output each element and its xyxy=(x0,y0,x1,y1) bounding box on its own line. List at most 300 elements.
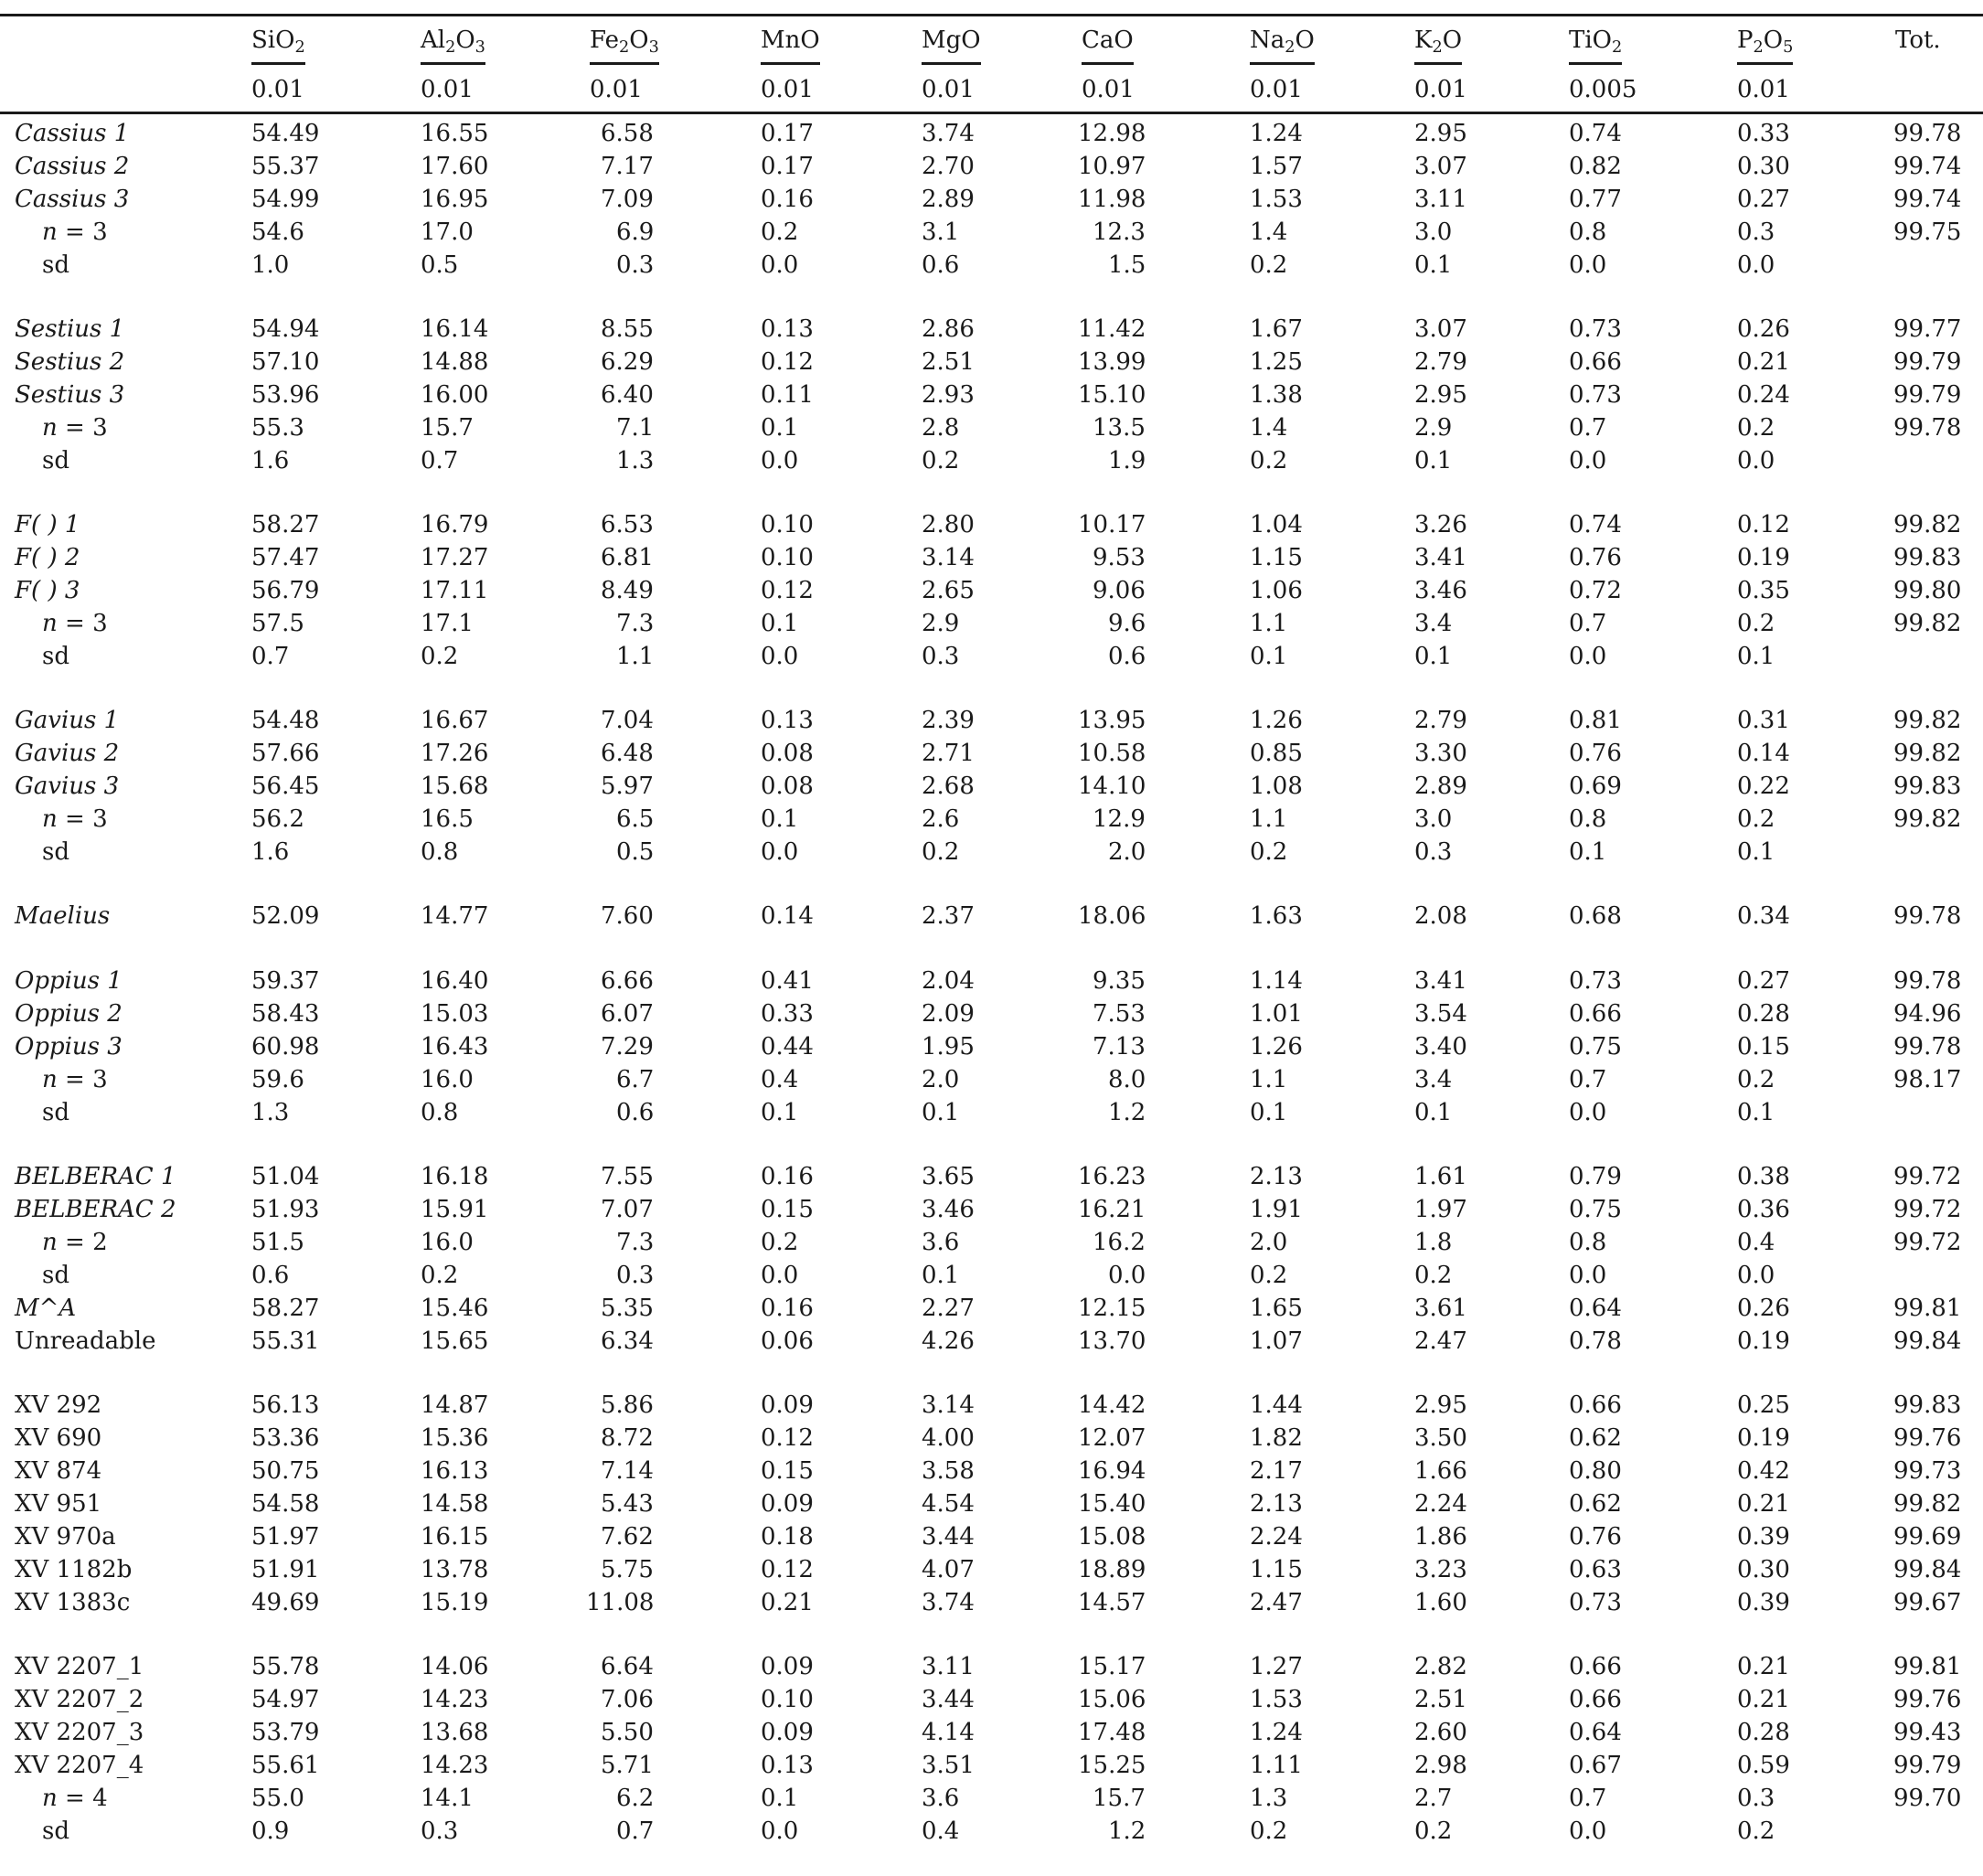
value-cell: 99.79 xyxy=(1893,348,1962,376)
value-cell: 6.58 xyxy=(601,120,654,147)
value-cell: 2.37 xyxy=(922,902,975,930)
header-formula-main: Al xyxy=(421,27,446,54)
value-cell: 4.00 xyxy=(922,1424,975,1452)
value-cell: 54.97 xyxy=(251,1686,320,1713)
equals-sign: = xyxy=(57,1785,93,1812)
value-cell: 0.21 xyxy=(761,1589,814,1616)
header-underline xyxy=(922,62,981,65)
value-cell: 14.87 xyxy=(421,1391,489,1419)
detection-limit: 0.01 xyxy=(1082,76,1135,103)
equals-sign: = xyxy=(57,805,93,833)
value-cell: 54.49 xyxy=(251,120,320,147)
value-cell: 3.30 xyxy=(1414,740,1467,767)
value-cell: 51.91 xyxy=(251,1556,320,1583)
value-cell: 15.03 xyxy=(421,1000,489,1028)
value-cell: 1.2 xyxy=(1108,1817,1146,1845)
value-cell: 5.71 xyxy=(601,1752,654,1779)
n-symbol: n xyxy=(42,414,58,442)
header-subscript: 2 xyxy=(1285,37,1295,57)
sample-count: 3 xyxy=(92,610,108,637)
value-cell: 99.76 xyxy=(1893,1686,1962,1713)
value-cell: 0.12 xyxy=(761,1556,814,1583)
header-subscript: 3 xyxy=(648,37,659,57)
value-cell: 1.82 xyxy=(1250,1424,1303,1452)
value-cell: 5.50 xyxy=(601,1719,654,1746)
value-cell: 0.0 xyxy=(1108,1262,1146,1289)
row-label-text: Unreadable xyxy=(15,1327,156,1355)
value-cell: 0.8 xyxy=(421,838,459,866)
value-cell: 57.66 xyxy=(251,740,320,767)
value-cell: 0.3 xyxy=(616,1262,655,1289)
value-cell: 13.5 xyxy=(1093,414,1146,442)
value-cell: 51.97 xyxy=(251,1523,320,1551)
value-cell: 0.81 xyxy=(1569,707,1622,734)
value-cell: 0.0 xyxy=(761,643,799,670)
value-cell: 3.41 xyxy=(1414,967,1467,995)
value-cell: 5.43 xyxy=(601,1490,654,1518)
value-cell: 0.1 xyxy=(761,805,799,833)
value-cell: 0.16 xyxy=(761,1163,814,1190)
detection-limit-row xyxy=(0,68,1983,112)
value-cell: 0.42 xyxy=(1737,1457,1790,1485)
value-cell: 99.72 xyxy=(1893,1229,1962,1256)
value-cell: 1.4 xyxy=(1250,219,1288,246)
value-cell: 0.0 xyxy=(761,251,799,279)
table-row xyxy=(0,1586,1983,1619)
value-cell: 2.89 xyxy=(922,186,975,213)
value-cell: 0.68 xyxy=(1569,902,1622,930)
row-label-text: Gavius 1 xyxy=(15,707,120,734)
row-label xyxy=(15,1226,108,1259)
detection-limit: 0.01 xyxy=(1737,76,1790,103)
value-cell: 6.48 xyxy=(601,740,654,767)
table-row xyxy=(0,1815,1983,1848)
value-cell: 99.43 xyxy=(1893,1719,1962,1746)
row-label xyxy=(15,508,80,541)
value-cell: 0.5 xyxy=(616,838,655,866)
row-label-text: Cassius 1 xyxy=(15,120,130,147)
header-row xyxy=(0,18,1983,62)
row-label xyxy=(15,770,119,803)
value-cell: 0.1 xyxy=(1250,643,1288,670)
table-row xyxy=(0,216,1983,249)
row-label-text: Sestius 2 xyxy=(15,348,125,376)
value-cell: 2.13 xyxy=(1250,1163,1303,1190)
value-cell: 14.88 xyxy=(421,348,489,376)
value-cell: 2.51 xyxy=(1414,1686,1467,1713)
value-cell: 0.16 xyxy=(761,1295,814,1322)
header-underline xyxy=(761,62,820,65)
value-cell: 4.07 xyxy=(922,1556,975,1583)
row-label xyxy=(15,1096,69,1129)
table-row xyxy=(0,1325,1983,1358)
value-cell: 0.1 xyxy=(761,610,799,637)
sample-count: 4 xyxy=(92,1785,108,1812)
value-cell: 99.73 xyxy=(1893,1457,1962,1485)
value-cell: 15.7 xyxy=(421,414,474,442)
value-cell: 2.9 xyxy=(922,610,960,637)
row-label-text: XV 1383c xyxy=(15,1589,131,1616)
value-cell: 99.78 xyxy=(1893,902,1962,930)
value-cell: 99.84 xyxy=(1893,1556,1962,1583)
value-cell: 0.66 xyxy=(1569,348,1622,376)
value-cell: 53.79 xyxy=(251,1719,320,1746)
value-cell: 1.14 xyxy=(1250,967,1303,995)
value-cell: 56.2 xyxy=(251,805,304,833)
value-cell: 0.8 xyxy=(1569,805,1607,833)
value-cell: 2.7 xyxy=(1414,1785,1453,1812)
value-cell: 16.0 xyxy=(421,1229,474,1256)
value-cell: 7.3 xyxy=(616,610,655,637)
row-label xyxy=(15,900,110,933)
value-cell: 0.34 xyxy=(1737,902,1790,930)
value-cell: 6.66 xyxy=(601,967,654,995)
value-cell: 1.95 xyxy=(922,1033,975,1061)
value-cell: 0.12 xyxy=(1737,511,1790,538)
value-cell: 0.1 xyxy=(1414,643,1453,670)
value-cell: 3.0 xyxy=(1414,219,1453,246)
value-cell: 1.15 xyxy=(1250,1556,1303,1583)
value-cell: 7.09 xyxy=(601,186,654,213)
value-cell: 1.01 xyxy=(1250,1000,1303,1028)
value-cell: 1.26 xyxy=(1250,707,1303,734)
value-cell: 0.0 xyxy=(1569,643,1607,670)
value-cell: 0.8 xyxy=(1569,1229,1607,1256)
value-cell: 15.17 xyxy=(1078,1653,1146,1680)
row-label xyxy=(15,541,80,574)
table-row xyxy=(0,803,1983,836)
value-cell: 0.17 xyxy=(761,120,814,147)
value-cell: 99.74 xyxy=(1893,186,1962,213)
value-cell: 0.33 xyxy=(761,1000,814,1028)
value-cell: 2.70 xyxy=(922,153,975,180)
value-cell: 14.77 xyxy=(421,902,489,930)
value-cell: 1.1 xyxy=(1250,805,1288,833)
value-cell: 1.57 xyxy=(1250,153,1303,180)
table-row xyxy=(0,1749,1983,1782)
detection-limit: 0.01 xyxy=(761,76,814,103)
equals-sign: = xyxy=(57,1229,93,1256)
column-header xyxy=(922,18,981,62)
value-cell: 0.18 xyxy=(761,1523,814,1551)
value-cell: 1.5 xyxy=(1108,251,1146,279)
row-label-text: BELBERAC 2 xyxy=(15,1196,176,1223)
value-cell: 49.69 xyxy=(251,1589,320,1616)
value-cell: 0.15 xyxy=(1737,1033,1790,1061)
value-cell: 0.7 xyxy=(1569,610,1607,637)
value-cell: 7.06 xyxy=(601,1686,654,1713)
row-label-text: Cassius 3 xyxy=(15,186,130,213)
value-cell: 59.6 xyxy=(251,1066,304,1093)
value-cell: 5.75 xyxy=(601,1556,654,1583)
value-cell: 0.1 xyxy=(1737,643,1775,670)
value-cell: 0.0 xyxy=(761,1817,799,1845)
value-cell: 14.23 xyxy=(421,1752,489,1779)
value-cell: 99.78 xyxy=(1893,967,1962,995)
row-label xyxy=(15,1815,69,1848)
value-cell: 0.64 xyxy=(1569,1719,1622,1746)
value-cell: 11.08 xyxy=(586,1589,655,1616)
row-label-text: XV 2207_2 xyxy=(15,1686,144,1713)
value-cell: 0.3 xyxy=(421,1817,459,1845)
value-cell: 0.79 xyxy=(1569,1163,1622,1190)
value-cell: 0.10 xyxy=(761,511,814,538)
n-symbol: n xyxy=(42,1229,58,1256)
value-cell: 4.26 xyxy=(922,1327,975,1355)
value-cell: 3.74 xyxy=(922,120,975,147)
column-header xyxy=(251,18,305,62)
value-cell: 1.65 xyxy=(1250,1295,1303,1322)
value-cell: 1.91 xyxy=(1250,1196,1303,1223)
value-cell: 0.11 xyxy=(761,381,814,409)
value-cell: 0.14 xyxy=(1737,740,1790,767)
equals-sign: = xyxy=(57,219,93,246)
value-cell: 6.29 xyxy=(601,348,654,376)
value-cell: 2.89 xyxy=(1414,773,1467,800)
value-cell: 0.0 xyxy=(761,1262,799,1289)
table-row xyxy=(0,1422,1983,1455)
value-cell: 1.06 xyxy=(1250,577,1303,604)
value-cell: 9.06 xyxy=(1093,577,1146,604)
value-cell: 4.54 xyxy=(922,1490,975,1518)
table-row xyxy=(0,541,1983,574)
value-cell: 1.53 xyxy=(1250,1686,1303,1713)
value-cell: 18.06 xyxy=(1078,902,1146,930)
detection-limit: 0.01 xyxy=(421,76,474,103)
row-label xyxy=(15,346,124,378)
value-cell: 2.24 xyxy=(1250,1523,1303,1551)
table-row xyxy=(0,1487,1983,1520)
value-cell: 99.82 xyxy=(1893,511,1962,538)
value-cell: 6.2 xyxy=(616,1785,655,1812)
value-cell: 1.11 xyxy=(1250,1752,1303,1779)
value-cell: 99.72 xyxy=(1893,1163,1962,1190)
value-cell: 7.62 xyxy=(601,1523,654,1551)
value-cell: 7.04 xyxy=(601,707,654,734)
value-cell: 2.24 xyxy=(1414,1490,1467,1518)
value-cell: 1.2 xyxy=(1108,1099,1146,1126)
value-cell: 9.6 xyxy=(1108,610,1146,637)
value-cell: 0.13 xyxy=(761,707,814,734)
value-cell: 15.06 xyxy=(1078,1686,1146,1713)
row-label-text: XV 690 xyxy=(15,1424,102,1452)
row-label xyxy=(15,640,69,673)
value-cell: 0.0 xyxy=(1569,1817,1607,1845)
value-cell: 0.2 xyxy=(922,447,960,474)
sample-count: 3 xyxy=(92,1066,108,1093)
value-cell: 0.28 xyxy=(1737,1719,1790,1746)
value-cell: 3.61 xyxy=(1414,1295,1467,1322)
value-cell: 0.76 xyxy=(1569,544,1622,571)
row-label xyxy=(15,1782,108,1815)
value-cell: 0.4 xyxy=(922,1817,960,1845)
value-cell: 17.48 xyxy=(1078,1719,1146,1746)
value-cell: 0.2 xyxy=(1250,1817,1288,1845)
header-underline xyxy=(1082,62,1134,65)
value-cell: 0.73 xyxy=(1569,967,1622,995)
detection-limit: 0.01 xyxy=(922,76,975,103)
value-cell: 16.55 xyxy=(421,120,489,147)
table-row xyxy=(0,574,1983,607)
value-cell: 0.62 xyxy=(1569,1424,1622,1452)
value-cell: 15.40 xyxy=(1078,1490,1146,1518)
value-cell: 16.13 xyxy=(421,1457,489,1485)
value-cell: 15.7 xyxy=(1093,1785,1146,1812)
value-cell: 3.74 xyxy=(922,1589,975,1616)
value-cell: 0.6 xyxy=(1108,643,1146,670)
value-cell: 2.68 xyxy=(922,773,975,800)
value-cell: 14.58 xyxy=(421,1490,489,1518)
value-cell: 0.12 xyxy=(761,577,814,604)
value-cell: 10.58 xyxy=(1078,740,1146,767)
table-row xyxy=(0,1096,1983,1129)
n-symbol: n xyxy=(42,1066,58,1093)
value-cell: 14.57 xyxy=(1078,1589,1146,1616)
table-row xyxy=(0,1226,1983,1259)
row-label-text: sd xyxy=(42,1099,69,1126)
sample-count: 3 xyxy=(92,805,108,833)
value-cell: 3.44 xyxy=(922,1686,975,1713)
row-label-text: Sestius 1 xyxy=(15,315,125,343)
value-cell: 0.1 xyxy=(1737,1099,1775,1126)
value-cell: 55.78 xyxy=(251,1653,320,1680)
header-formula-main: Tot. xyxy=(1895,27,1941,54)
value-cell: 99.78 xyxy=(1893,120,1962,147)
table-row xyxy=(0,836,1983,869)
n-symbol: n xyxy=(42,610,58,637)
row-label xyxy=(15,249,69,282)
value-cell: 16.0 xyxy=(421,1066,474,1093)
value-cell: 0.0 xyxy=(1737,251,1775,279)
value-cell: 0.2 xyxy=(1250,1262,1288,1289)
value-cell: 17.0 xyxy=(421,219,474,246)
row-label-text: Oppius 2 xyxy=(15,1000,123,1028)
column-header xyxy=(1569,18,1622,62)
row-label-text: XV 970a xyxy=(15,1523,116,1551)
value-cell: 2.0 xyxy=(922,1066,960,1093)
value-cell: 99.74 xyxy=(1893,153,1962,180)
value-cell: 0.09 xyxy=(761,1719,814,1746)
value-cell: 99.72 xyxy=(1893,1196,1962,1223)
table-row xyxy=(0,249,1983,282)
value-cell: 1.04 xyxy=(1250,511,1303,538)
value-cell: 0.3 xyxy=(1414,838,1453,866)
value-cell: 0.10 xyxy=(761,544,814,571)
value-cell: 58.43 xyxy=(251,1000,320,1028)
column-header xyxy=(1414,18,1462,62)
value-cell: 1.3 xyxy=(251,1099,290,1126)
table-row xyxy=(0,346,1983,378)
header-formula-tail: O xyxy=(455,27,475,54)
value-cell: 16.15 xyxy=(421,1523,489,1551)
value-cell: 0.72 xyxy=(1569,577,1622,604)
table-row xyxy=(0,737,1983,770)
value-cell: 7.29 xyxy=(601,1033,654,1061)
value-cell: 2.09 xyxy=(922,1000,975,1028)
value-cell: 1.66 xyxy=(1414,1457,1467,1485)
value-cell: 16.5 xyxy=(421,805,474,833)
value-cell: 2.13 xyxy=(1250,1490,1303,1518)
detection-limit: 0.005 xyxy=(1569,76,1637,103)
table-row xyxy=(0,411,1983,444)
value-cell: 0.1 xyxy=(1414,251,1453,279)
value-cell: 7.13 xyxy=(1093,1033,1146,1061)
value-cell: 0.27 xyxy=(1737,186,1790,213)
value-cell: 0.7 xyxy=(1569,1066,1607,1093)
value-cell: 99.82 xyxy=(1893,610,1962,637)
row-label-text: Gavius 3 xyxy=(15,773,120,800)
header-underline xyxy=(1569,62,1622,65)
value-cell: 0.1 xyxy=(761,1785,799,1812)
value-cell: 0.13 xyxy=(761,1752,814,1779)
sample-count: 2 xyxy=(92,1229,108,1256)
value-cell: 16.00 xyxy=(421,381,489,409)
row-label xyxy=(15,737,119,770)
value-cell: 16.94 xyxy=(1078,1457,1146,1485)
table-row xyxy=(0,1520,1983,1553)
value-cell: 0.0 xyxy=(1737,1262,1775,1289)
row-label-text: sd xyxy=(42,1262,69,1289)
value-cell: 0.10 xyxy=(761,1686,814,1713)
value-cell: 0.30 xyxy=(1737,153,1790,180)
value-cell: 0.26 xyxy=(1737,315,1790,343)
value-cell: 16.40 xyxy=(421,967,489,995)
value-cell: 16.79 xyxy=(421,511,489,538)
column-header xyxy=(590,18,659,62)
row-label xyxy=(15,1716,144,1749)
value-cell: 3.58 xyxy=(922,1457,975,1485)
value-cell: 0.2 xyxy=(1737,414,1775,442)
row-label-text: XV 951 xyxy=(15,1490,102,1518)
value-cell: 17.1 xyxy=(421,610,474,637)
row-label-text: XV 2207_3 xyxy=(15,1719,144,1746)
value-cell: 99.79 xyxy=(1893,381,1962,409)
header-bottom-rule xyxy=(0,112,1983,114)
n-symbol: n xyxy=(42,219,58,246)
value-cell: 2.80 xyxy=(922,511,975,538)
row-label xyxy=(15,1160,176,1193)
column-header xyxy=(1082,18,1134,62)
value-cell: 13.70 xyxy=(1078,1327,1146,1355)
value-cell: 0.3 xyxy=(922,643,960,670)
value-cell: 15.65 xyxy=(421,1327,489,1355)
table-row xyxy=(0,313,1983,346)
value-cell: 0.2 xyxy=(421,643,459,670)
value-cell: 1.8 xyxy=(1414,1229,1453,1256)
value-cell: 0.7 xyxy=(251,643,290,670)
table-row xyxy=(0,183,1983,216)
value-cell: 1.38 xyxy=(1250,381,1303,409)
value-cell: 1.1 xyxy=(616,643,655,670)
value-cell: 0.13 xyxy=(761,315,814,343)
row-label-text: BELBERAC 1 xyxy=(15,1163,176,1190)
header-underline xyxy=(251,62,305,65)
value-cell: 17.60 xyxy=(421,153,489,180)
table-row xyxy=(0,1650,1983,1683)
value-cell: 0.26 xyxy=(1737,1295,1790,1322)
value-cell: 0.22 xyxy=(1737,773,1790,800)
value-cell: 3.50 xyxy=(1414,1424,1467,1452)
row-label-text: XV 2207_1 xyxy=(15,1653,144,1680)
row-label-text: F( ) 2 xyxy=(15,544,80,571)
value-cell: 6.64 xyxy=(601,1653,654,1680)
value-cell: 0.21 xyxy=(1737,348,1790,376)
value-cell: 51.5 xyxy=(251,1229,304,1256)
value-cell: 0.19 xyxy=(1737,544,1790,571)
row-label xyxy=(15,1325,155,1358)
header-subscript: 2 xyxy=(1753,37,1764,57)
value-cell: 0.66 xyxy=(1569,1686,1622,1713)
